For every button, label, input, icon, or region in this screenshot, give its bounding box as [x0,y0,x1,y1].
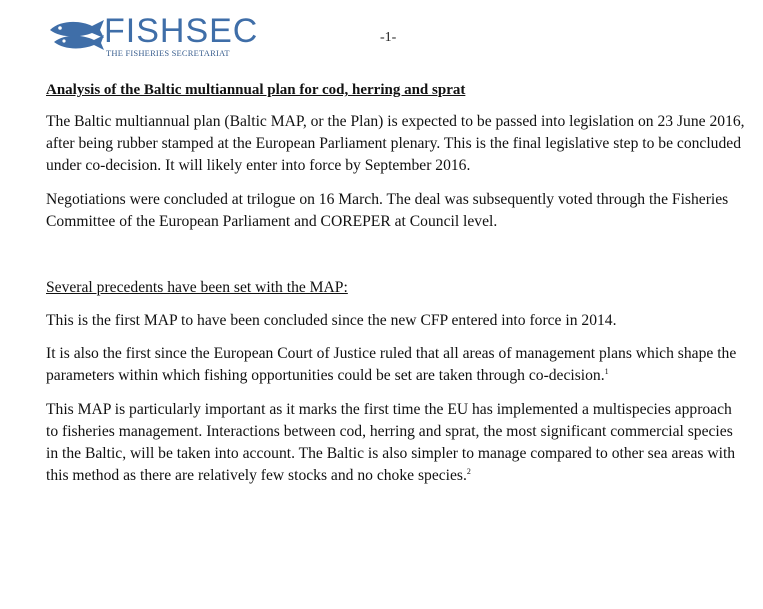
paragraph-negotiations: Negotiations were concluded at trilogue on 16 March. The deal was subsequently voted through the Fisheries Committee of the European Parliament and COREPER at Council level. [46,190,729,230]
page-header [46,12,746,60]
document-body [46,80,746,498]
section-heading: Several precedents have been set with the MAP: [46,279,348,297]
paragraph-court-ruling [46,343,746,387]
logo-wordmark: FISHSEC [104,12,259,50]
paragraph-multispecies [46,399,746,488]
fish-logo-icon [46,16,108,52]
paragraph-intro: The Baltic multiannual plan (Baltic MAP, or the Plan) is expected to be passed into legislation on 23 June 2016, after being rubber stamped at the European Parliament plenary. This is the final legislative step to be concluded under co-decision. It will likely enter into force by September 2016. [46,113,745,175]
footnote-ref-1[interactable]: 1 [604,367,609,377]
document-title: Analysis of the Baltic multiannual plan for cod, herring and sprat [46,82,466,98]
fishsec-logo [46,12,259,58]
paragraph-court-ruling-text: It is also the first since the European Court of Justice ruled that all areas of management plans which shape the parameters within which fishing opportunities could be set are taken through co-decision. [46,345,737,385]
page-number: -1- [380,30,397,45]
logo-subtitle: THE FISHERIES SECRETARIAT [106,48,230,58]
footnote-ref-2[interactable]: 2 [466,467,471,477]
paragraph-multispecies-text: This MAP is particularly important as it marks the first time the EU has implemented a multispecies approach to fisheries management. Interactions between cod, herring and sprat, the most significant commercial species in the Baltic, will be taken into account. The Baltic is also simpler to manage compared to other sea areas with this method as there are relatively few stocks and no choke species. [46,400,736,485]
paragraph-first-map: This is the first MAP to have been concluded since the new CFP entered into force in 2014. [46,312,617,330]
spacer [46,244,746,277]
